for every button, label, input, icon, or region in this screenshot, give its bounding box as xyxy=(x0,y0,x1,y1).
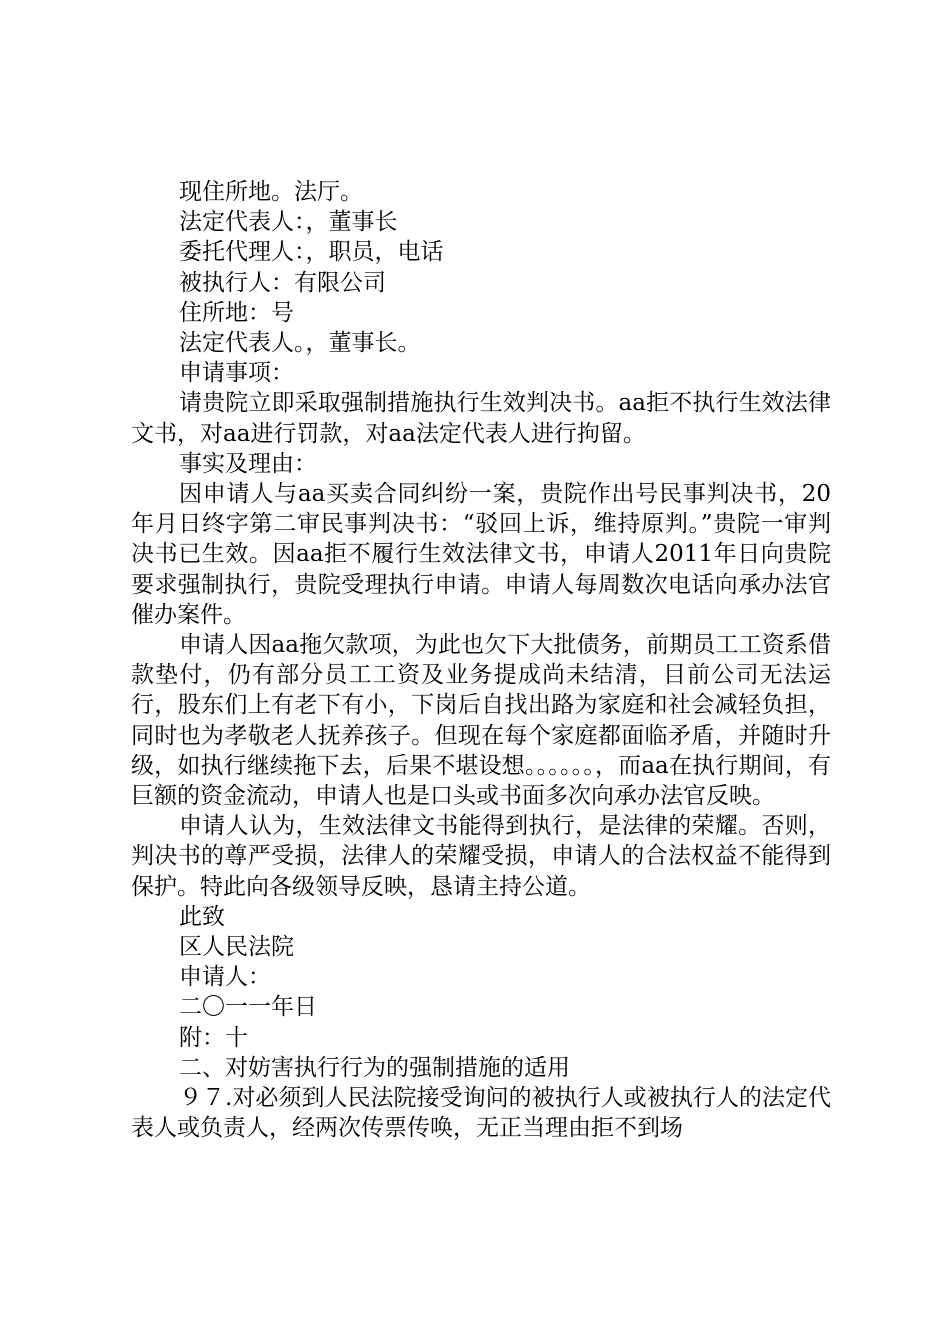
section-heading-facts: 事实及理由： xyxy=(179,450,317,477)
date-line: 二〇一一年日 xyxy=(179,994,317,1021)
address-line: 现住所地。法厅。 xyxy=(179,179,363,205)
attachment-line: 附：十 xyxy=(179,1024,248,1051)
court-name-line: 区人民法院 xyxy=(179,934,294,961)
request-paragraph: 请贵院立即采取强制措施执行生效判决书。aa拒不执行生效法律文书，对aa进行罚款，对aa法定代表人进行拘留。 xyxy=(131,390,831,447)
legal-representative-line: 法定代表人：，董事长 xyxy=(179,209,398,236)
respondent-line: 被执行人：有限公司 xyxy=(179,269,386,296)
respondent-address-line: 住所地：号 xyxy=(179,299,294,326)
facts-paragraph-3: 申请人认为，生效法律文书能得到执行，是法律的荣耀。否则，判决书的尊严受损，法律人的荣耀受损，申请人的合法权益不能得到保护。特此向各级领导反映，恳请主持公道。 xyxy=(131,813,831,900)
respondent-representative-line: 法定代表人。，董事长。 xyxy=(179,330,421,357)
agent-line: 委托代理人：，职员，电话 xyxy=(179,239,444,266)
document-body xyxy=(131,177,831,1144)
section-heading-measures: 二、对妨害执行行为的强制措施的适用 xyxy=(179,1054,570,1081)
facts-paragraph-2: 申请人因aa拖欠款项，为此也欠下大批债务，前期员工工资系借款垫付，仍有部分员工工资及业务提成尚未结清，目前公司无法运行，股东们上有老下有小，下岗后自找出路为家庭和社会减轻负担，同时也为孝敬老人抚养孩子。但现在每个家庭都面临矛盾，并随时升级，如执行继续拖下去，后果不堪设想。。。。。。，而aa在执行期间，有巨额的资金流动，申请人也是口头或书面多次向承办法官反映。 xyxy=(131,632,831,810)
facts-paragraph-1: 因申请人与aa买卖合同纠纷一案，贵院作出号民事判决书，20年月日终字第二审民事判决书：“驳回上诉，维持原判。”贵院一审判决书已生效。因aa拒不履行生效法律文书，申请人2011年日向贵院要求强制执行，贵院受理执行申请。申请人每周数次电话向承办法官催办案件。 xyxy=(131,481,831,628)
section-heading-request: 申请事项： xyxy=(179,360,294,387)
salutation-line: 此致 xyxy=(179,903,225,930)
applicant-line: 申请人： xyxy=(179,964,271,991)
article-97-paragraph: ９７.对必须到人民法院接受询问的被执行人或被执行人的法定代表人或负责人，经两次传票传唤，无正当理由拒不到场 xyxy=(131,1085,831,1142)
